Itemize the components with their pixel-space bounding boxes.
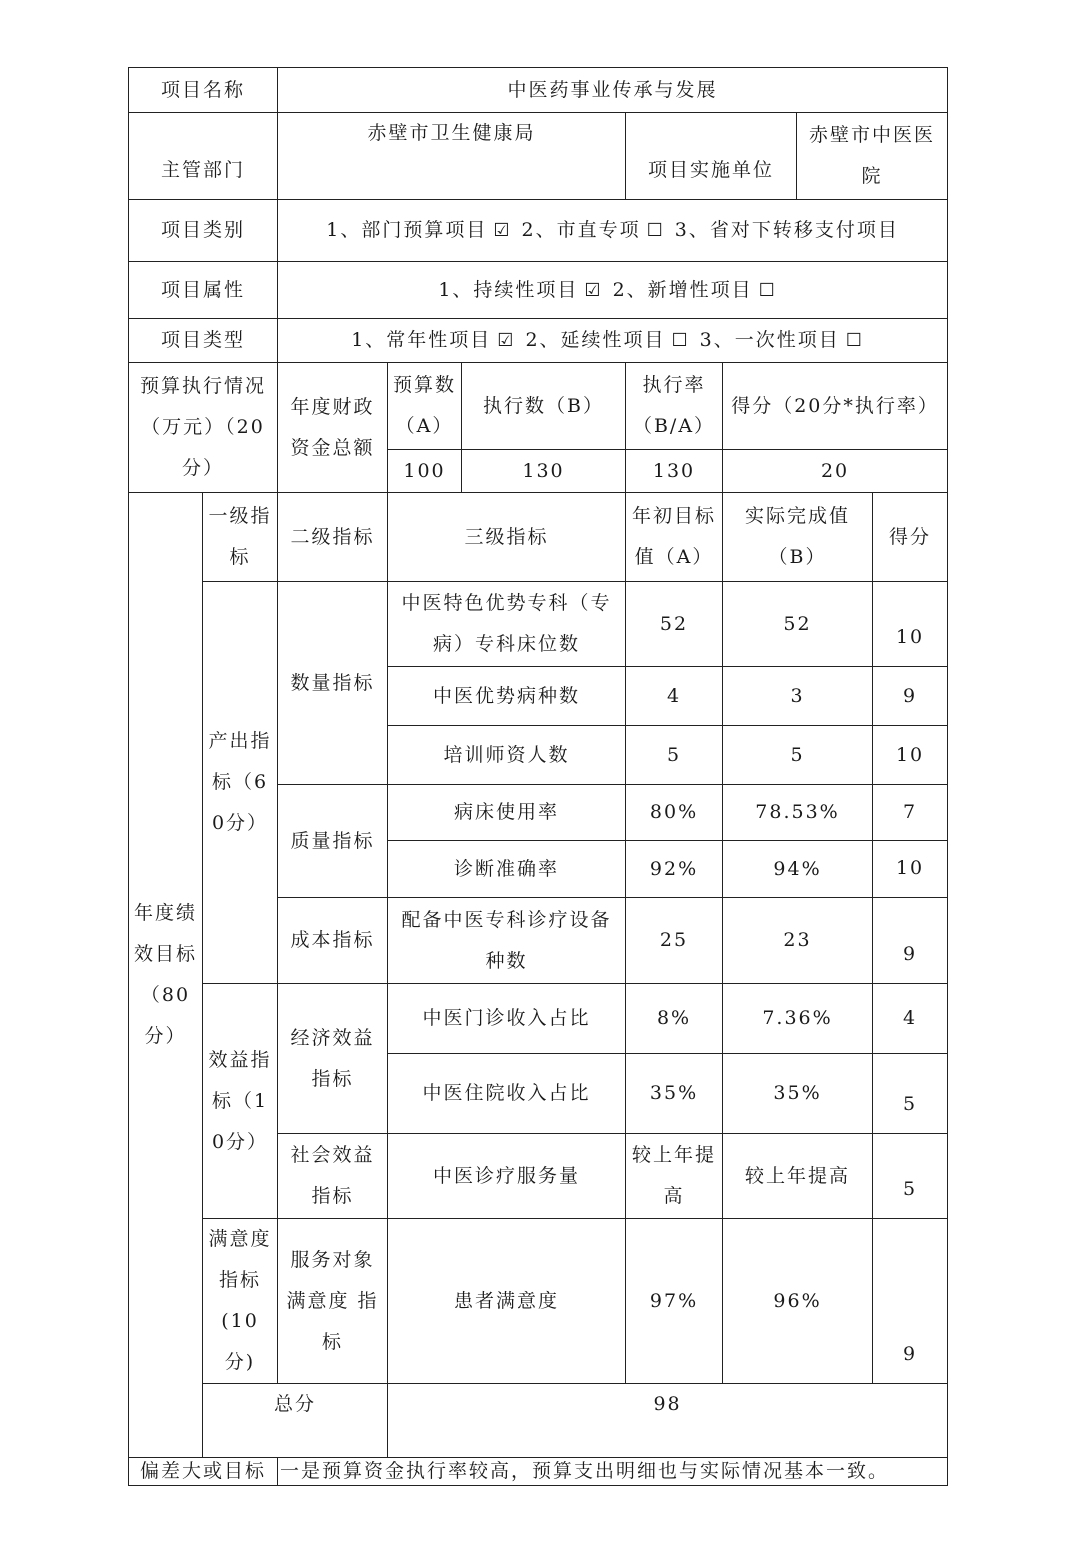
target-value: 80% xyxy=(626,785,723,841)
actual-value: 52 xyxy=(723,582,873,667)
actual-value: 23 xyxy=(723,898,873,984)
score-value: 5 xyxy=(873,1134,948,1219)
score-value: 9 xyxy=(873,898,948,984)
rate-header: 执行率（B/A） xyxy=(626,363,723,450)
exec-value: 130 xyxy=(462,450,626,493)
project-name-label: 项目名称 xyxy=(129,68,278,113)
level3-name: 中医优势病种数 xyxy=(388,667,626,726)
level3-name: 中医诊疗服务量 xyxy=(388,1134,626,1219)
category-options xyxy=(278,200,948,262)
checked-box-icon: ☑ xyxy=(584,279,603,301)
actual-value: 94% xyxy=(723,841,873,898)
service-target-satisfaction-label: 服务对象满意度 指标 xyxy=(278,1219,388,1384)
dept-label: 主管部门 xyxy=(129,113,278,200)
score-col-header: 得分 xyxy=(873,493,948,582)
budget-value: 100 xyxy=(388,450,462,493)
target-value: 52 xyxy=(626,582,723,667)
unchecked-box-icon: ☐ xyxy=(671,330,690,351)
level3-name: 诊断准确率 xyxy=(388,841,626,898)
target-value: 25 xyxy=(626,898,723,984)
score-value: 9 xyxy=(873,1219,948,1384)
unchecked-box-icon: ☐ xyxy=(758,279,777,301)
satisfaction-indicator-label: 满意度指标(10分) xyxy=(203,1219,278,1384)
attribute-option-1: 1、持续性项目 xyxy=(438,278,579,301)
score-value: 10 xyxy=(873,582,948,667)
target-value: 较上年提高 xyxy=(626,1134,723,1219)
category-label: 项目类别 xyxy=(129,200,278,262)
output-indicator-label: 产出指标（60分） xyxy=(203,582,278,984)
social-indicator-label: 社会效益指标 xyxy=(278,1134,388,1219)
exec-header: 执行数（B） xyxy=(462,363,626,450)
target-value: 4 xyxy=(626,667,723,726)
actual-value: 35% xyxy=(723,1054,873,1134)
level2-header: 二级指标 xyxy=(278,493,388,582)
actual-value: 5 xyxy=(723,726,873,785)
target-value: 35% xyxy=(626,1054,723,1134)
total-score-value: 98 xyxy=(388,1384,948,1458)
category-option-3: 3、省对下转移支付项目 xyxy=(674,219,899,241)
dept-value: 赤壁市卫生健康局 xyxy=(278,113,626,200)
rate-value: 130 xyxy=(626,450,723,493)
type-option-1: 1、常年性项目 xyxy=(351,329,492,351)
performance-section-label: 年度绩效目标（80分） xyxy=(129,493,203,1458)
level3-name: 培训师资人数 xyxy=(388,726,626,785)
cost-indicator-label: 成本指标 xyxy=(278,898,388,984)
actual-value: 78.53% xyxy=(723,785,873,841)
category-option-1: 1、部门预算项目 xyxy=(326,219,488,241)
level3-header: 三级指标 xyxy=(388,493,626,582)
category-option-2: 2、市直专项 xyxy=(521,219,641,241)
type-options xyxy=(278,319,948,363)
budget-score-value: 20 xyxy=(723,450,948,493)
unchecked-box-icon: ☐ xyxy=(845,330,864,351)
impl-unit-label: 项目实施单位 xyxy=(626,113,797,200)
project-name-value: 中医药事业传承与发展 xyxy=(278,68,948,113)
performance-evaluation-table xyxy=(128,67,948,1486)
deviation-text: 一是预算资金执行率较高，预算支出明细也与实际情况基本一致。 xyxy=(278,1458,948,1486)
target-value: 8% xyxy=(626,984,723,1054)
actual-value: 7.36% xyxy=(723,984,873,1054)
actual-header: 实际完成值（B） xyxy=(723,493,873,582)
target-value: 5 xyxy=(626,726,723,785)
deviation-label: 偏差大或目标 xyxy=(129,1458,278,1486)
level3-name: 中医特色优势专科（专病）专科床位数 xyxy=(388,582,626,667)
total-score-label: 总分 xyxy=(203,1384,388,1458)
budget-header: 预算数（A） xyxy=(388,363,462,450)
annual-funds-label: 年度财政资金总额 xyxy=(278,363,388,493)
type-label: 项目类型 xyxy=(129,319,278,363)
actual-value: 96% xyxy=(723,1219,873,1384)
quantity-indicator-label: 数量指标 xyxy=(278,582,388,785)
level3-name: 配备中医专科诊疗设备种数 xyxy=(388,898,626,984)
score-value: 9 xyxy=(873,667,948,726)
level3-name: 中医住院收入占比 xyxy=(388,1054,626,1134)
impl-unit-value: 赤壁市中医医院 xyxy=(797,113,948,200)
actual-value: 较上年提高 xyxy=(723,1134,873,1219)
target-value: 92% xyxy=(626,841,723,898)
type-option-3: 3、一次性项目 xyxy=(699,329,840,351)
actual-value: 3 xyxy=(723,667,873,726)
score-header: 得分（20分*执行率） xyxy=(723,363,948,450)
attribute-options xyxy=(278,262,948,319)
target-value: 97% xyxy=(626,1219,723,1384)
level3-name: 患者满意度 xyxy=(388,1219,626,1384)
level1-header: 一级指标 xyxy=(203,493,278,582)
score-value: 7 xyxy=(873,785,948,841)
score-value: 4 xyxy=(873,984,948,1054)
unchecked-box-icon: ☐ xyxy=(646,220,665,241)
economic-indicator-label: 经济效益指标 xyxy=(278,984,388,1134)
score-value: 10 xyxy=(873,726,948,785)
score-value: 5 xyxy=(873,1054,948,1134)
checked-box-icon: ☑ xyxy=(493,220,512,241)
checked-box-icon: ☑ xyxy=(497,330,516,351)
type-option-2: 2、延续性项目 xyxy=(525,329,666,351)
level3-name: 中医门诊收入占比 xyxy=(388,984,626,1054)
target-header: 年初目标值（A） xyxy=(626,493,723,582)
attribute-label: 项目属性 xyxy=(129,262,278,319)
score-value: 10 xyxy=(873,841,948,898)
quality-indicator-label: 质量指标 xyxy=(278,785,388,898)
attribute-option-2: 2、新增性项目 xyxy=(612,278,753,301)
budget-section-label: 预算执行情况（万元）（20分） xyxy=(129,363,278,493)
benefit-indicator-label: 效益指标（10分） xyxy=(203,984,278,1219)
level3-name: 病床使用率 xyxy=(388,785,626,841)
